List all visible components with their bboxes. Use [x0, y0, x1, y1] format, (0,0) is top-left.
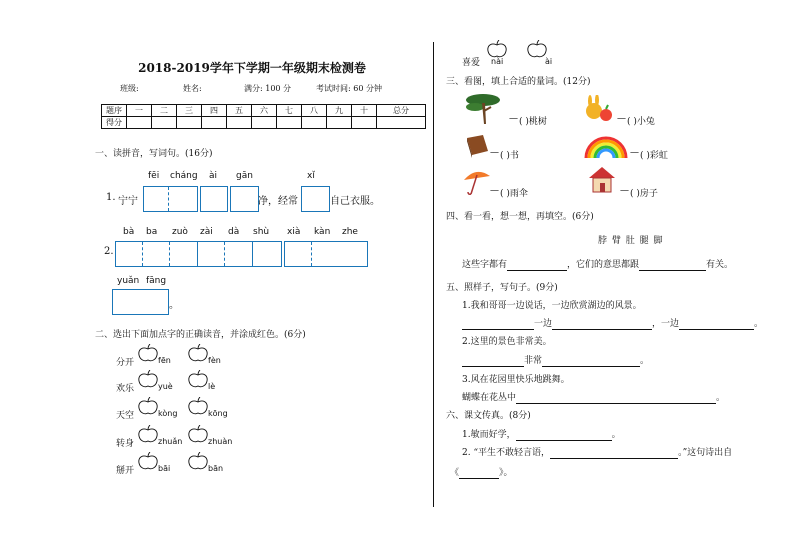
pinyin: gān	[236, 171, 253, 181]
score-table-score-row	[102, 117, 426, 129]
writing-box[interactable]	[230, 186, 259, 212]
score-header: 五	[227, 105, 252, 117]
score-cell[interactable]	[302, 117, 327, 129]
score-cell[interactable]	[127, 117, 152, 129]
word: 天空	[116, 411, 135, 421]
sentence-part: 。	[716, 393, 726, 403]
example-sentence: 1.我和哥哥一边说话，一边欣赏湖边的风景。	[462, 301, 642, 311]
pinyin-option: zhuǎn	[158, 437, 183, 446]
pinyin: dà	[228, 227, 240, 237]
line-number: 1.	[106, 192, 116, 203]
rabbit-icon	[580, 95, 614, 128]
pinyin: zhe	[342, 227, 358, 237]
sentence-part: 》。	[499, 468, 513, 478]
apple-icon[interactable]	[188, 425, 208, 443]
sentence-part: ，一边	[652, 319, 680, 329]
word: 分开	[116, 358, 135, 368]
apple-icon[interactable]	[188, 370, 208, 388]
apple-icon[interactable]	[487, 40, 507, 58]
recite-line	[450, 465, 513, 479]
pinyin: xǐ	[307, 171, 315, 181]
info-time: 考试时间: 60 分钟	[316, 84, 382, 93]
info-class: 班级:	[120, 84, 139, 93]
answer-blank[interactable]	[462, 319, 534, 330]
writing-box[interactable]	[200, 186, 228, 212]
section-3-heading: 三、看图，填上合适的量词。(12分)	[446, 77, 591, 87]
pinyin-option: kōng	[208, 409, 228, 418]
sentence-part: 有关。	[706, 260, 734, 270]
measure-word-blank[interactable]: ( )房子	[630, 189, 658, 199]
sentence-part: 一边	[534, 319, 553, 329]
sentence-part: 《	[450, 468, 460, 478]
info-name: 姓名:	[183, 84, 202, 93]
score-cell[interactable]	[252, 117, 277, 129]
book-icon	[464, 133, 490, 162]
score-header: 一	[127, 105, 152, 117]
pinyin-option: yuè	[158, 382, 173, 391]
apple-icon[interactable]	[527, 40, 547, 58]
answer-blank[interactable]	[550, 448, 678, 459]
sentence-part: 1.敏而好学，	[462, 430, 516, 440]
score-cell[interactable]	[352, 117, 377, 129]
pinyin-option: lè	[208, 382, 216, 391]
answer-blank[interactable]	[552, 319, 652, 330]
writing-box[interactable]	[284, 241, 368, 267]
pinyin-option: fēn	[158, 356, 171, 365]
dash: —	[509, 114, 518, 124]
pinyin: kàn	[314, 227, 331, 237]
pinyin: zài	[200, 227, 213, 237]
word: 欢乐	[116, 384, 135, 394]
answer-line	[462, 390, 725, 404]
word: 掰开	[116, 466, 135, 476]
section-2-heading: 二、选出下面加点字的正确读音，并涂成红色。(6分)	[95, 330, 306, 340]
score-header: 十	[352, 105, 377, 117]
pinyin: cháng	[170, 171, 198, 181]
score-header: 三	[177, 105, 202, 117]
answer-blank[interactable]	[507, 260, 567, 271]
measure-word-blank[interactable]: ( )小兔	[627, 117, 655, 127]
dash: —	[630, 148, 639, 158]
measure-word-blank[interactable]: ( )书	[500, 151, 519, 161]
apple-icon[interactable]	[188, 397, 208, 415]
apple-icon[interactable]	[188, 452, 208, 470]
pinyin-option: fèn	[208, 356, 221, 365]
word: 喜爱	[462, 58, 481, 68]
answer-blank[interactable]	[639, 260, 706, 271]
apple-icon[interactable]	[138, 397, 158, 415]
writing-box[interactable]	[112, 289, 169, 315]
measure-word-blank[interactable]: ( )雨伞	[500, 189, 528, 199]
score-header: 总分	[377, 105, 426, 117]
score-header: 六	[252, 105, 277, 117]
sentence-part: 。	[640, 356, 650, 366]
recite-line	[462, 445, 732, 459]
tree-icon	[463, 91, 503, 127]
score-cell[interactable]	[202, 117, 227, 129]
info-score: 满分: 100 分	[244, 84, 292, 93]
house-icon	[587, 164, 617, 197]
measure-word-blank[interactable]: ( )彩虹	[640, 151, 668, 161]
word: 转身	[116, 439, 135, 449]
sentence-suffix: 自己衣服。	[330, 196, 380, 207]
pinyin: fāng	[146, 276, 167, 286]
score-header: 八	[302, 105, 327, 117]
sentence-part: 蝴蝶在花丛中	[462, 393, 517, 403]
apple-icon[interactable]	[138, 452, 158, 470]
sentence-part: 。	[611, 430, 621, 440]
score-header: 九	[327, 105, 352, 117]
section-1-heading: 一、读拼音，写词句。(16分)	[95, 149, 213, 159]
writing-box[interactable]	[115, 241, 282, 267]
character-list: 脖 臂 肚 腿 脚	[598, 236, 664, 246]
score-header: 二	[152, 105, 177, 117]
answer-blank[interactable]	[516, 430, 612, 441]
sentence-mid: 净，经常	[258, 196, 298, 207]
fill-sentence	[462, 257, 733, 271]
section-6-heading: 六、课文传真。(8分)	[446, 411, 531, 421]
pinyin-option: kòng	[158, 409, 178, 418]
pinyin-option: zhuàn	[208, 437, 233, 446]
apple-icon[interactable]	[188, 344, 208, 362]
pinyin: zuò	[172, 227, 188, 237]
pinyin: yuǎn	[117, 276, 140, 286]
pinyin: ài	[209, 171, 218, 181]
dash: —	[617, 114, 626, 124]
sentence-suffix: 。	[169, 300, 179, 311]
column-divider	[433, 42, 434, 507]
score-table	[101, 104, 426, 129]
recite-line	[462, 427, 621, 441]
sentence-part: 。	[754, 319, 764, 329]
writing-box[interactable]	[301, 186, 330, 212]
score-header: 题序	[102, 105, 127, 117]
pinyin: xià	[287, 227, 301, 237]
pinyin: fēi	[148, 171, 160, 181]
answer-blank[interactable]	[542, 356, 640, 367]
umbrella-icon	[462, 168, 492, 199]
pinyin-option: ài	[545, 57, 553, 66]
score-table-header-row	[102, 105, 426, 117]
sentence-part: 非常	[524, 356, 543, 366]
score-cell[interactable]	[227, 117, 252, 129]
section-4-heading: 四、看一看，想一想，再填空。(6分)	[446, 212, 594, 222]
sentence-part: 这些字都有	[462, 260, 508, 270]
pinyin: ba	[146, 227, 158, 237]
score-cell[interactable]	[177, 117, 202, 129]
pinyin-option: bāi	[158, 464, 171, 473]
section-5-heading: 五、照样子，写句子。(9分)	[446, 283, 558, 293]
page-title: 2018-2019学年下学期一年级期末检测卷	[138, 61, 366, 75]
answer-blank[interactable]	[459, 468, 499, 479]
answer-line	[462, 353, 649, 367]
line-number: 2.	[104, 246, 114, 257]
measure-word-blank[interactable]: ( )桃树	[519, 117, 547, 127]
score-cell[interactable]	[327, 117, 352, 129]
example-sentence: 3.风在花园里快乐地跳舞。	[462, 375, 570, 385]
sentence-part: ，它们的意思都跟	[567, 260, 640, 270]
pinyin-option: bān	[208, 464, 224, 473]
example-sentence: 2.这里的景色非常美。	[462, 337, 552, 347]
sentence-prefix: 宁宁	[118, 196, 138, 207]
score-cell[interactable]	[377, 117, 426, 129]
dash: —	[490, 148, 499, 158]
dash: —	[620, 186, 629, 196]
answer-line	[462, 316, 763, 330]
pinyin: bà	[123, 227, 135, 237]
dash: —	[490, 186, 499, 196]
answer-blank[interactable]	[679, 319, 754, 330]
apple-icon[interactable]	[138, 344, 158, 362]
rainbow-icon	[583, 131, 629, 162]
pinyin-option: nài	[491, 57, 504, 66]
sentence-part: 。”这句诗出自	[678, 448, 733, 458]
score-header: 七	[277, 105, 302, 117]
writing-box[interactable]	[143, 186, 198, 212]
apple-icon[interactable]	[138, 370, 158, 388]
score-cell[interactable]	[277, 117, 302, 129]
score-cell[interactable]	[152, 117, 177, 129]
answer-blank[interactable]	[462, 356, 524, 367]
score-header: 四	[202, 105, 227, 117]
sentence-part: 2. “平生不敢轻言语，	[462, 448, 551, 458]
apple-icon[interactable]	[138, 425, 158, 443]
score-row-label: 得分	[102, 117, 127, 129]
pinyin: shù	[253, 227, 270, 237]
answer-blank[interactable]	[516, 393, 716, 404]
